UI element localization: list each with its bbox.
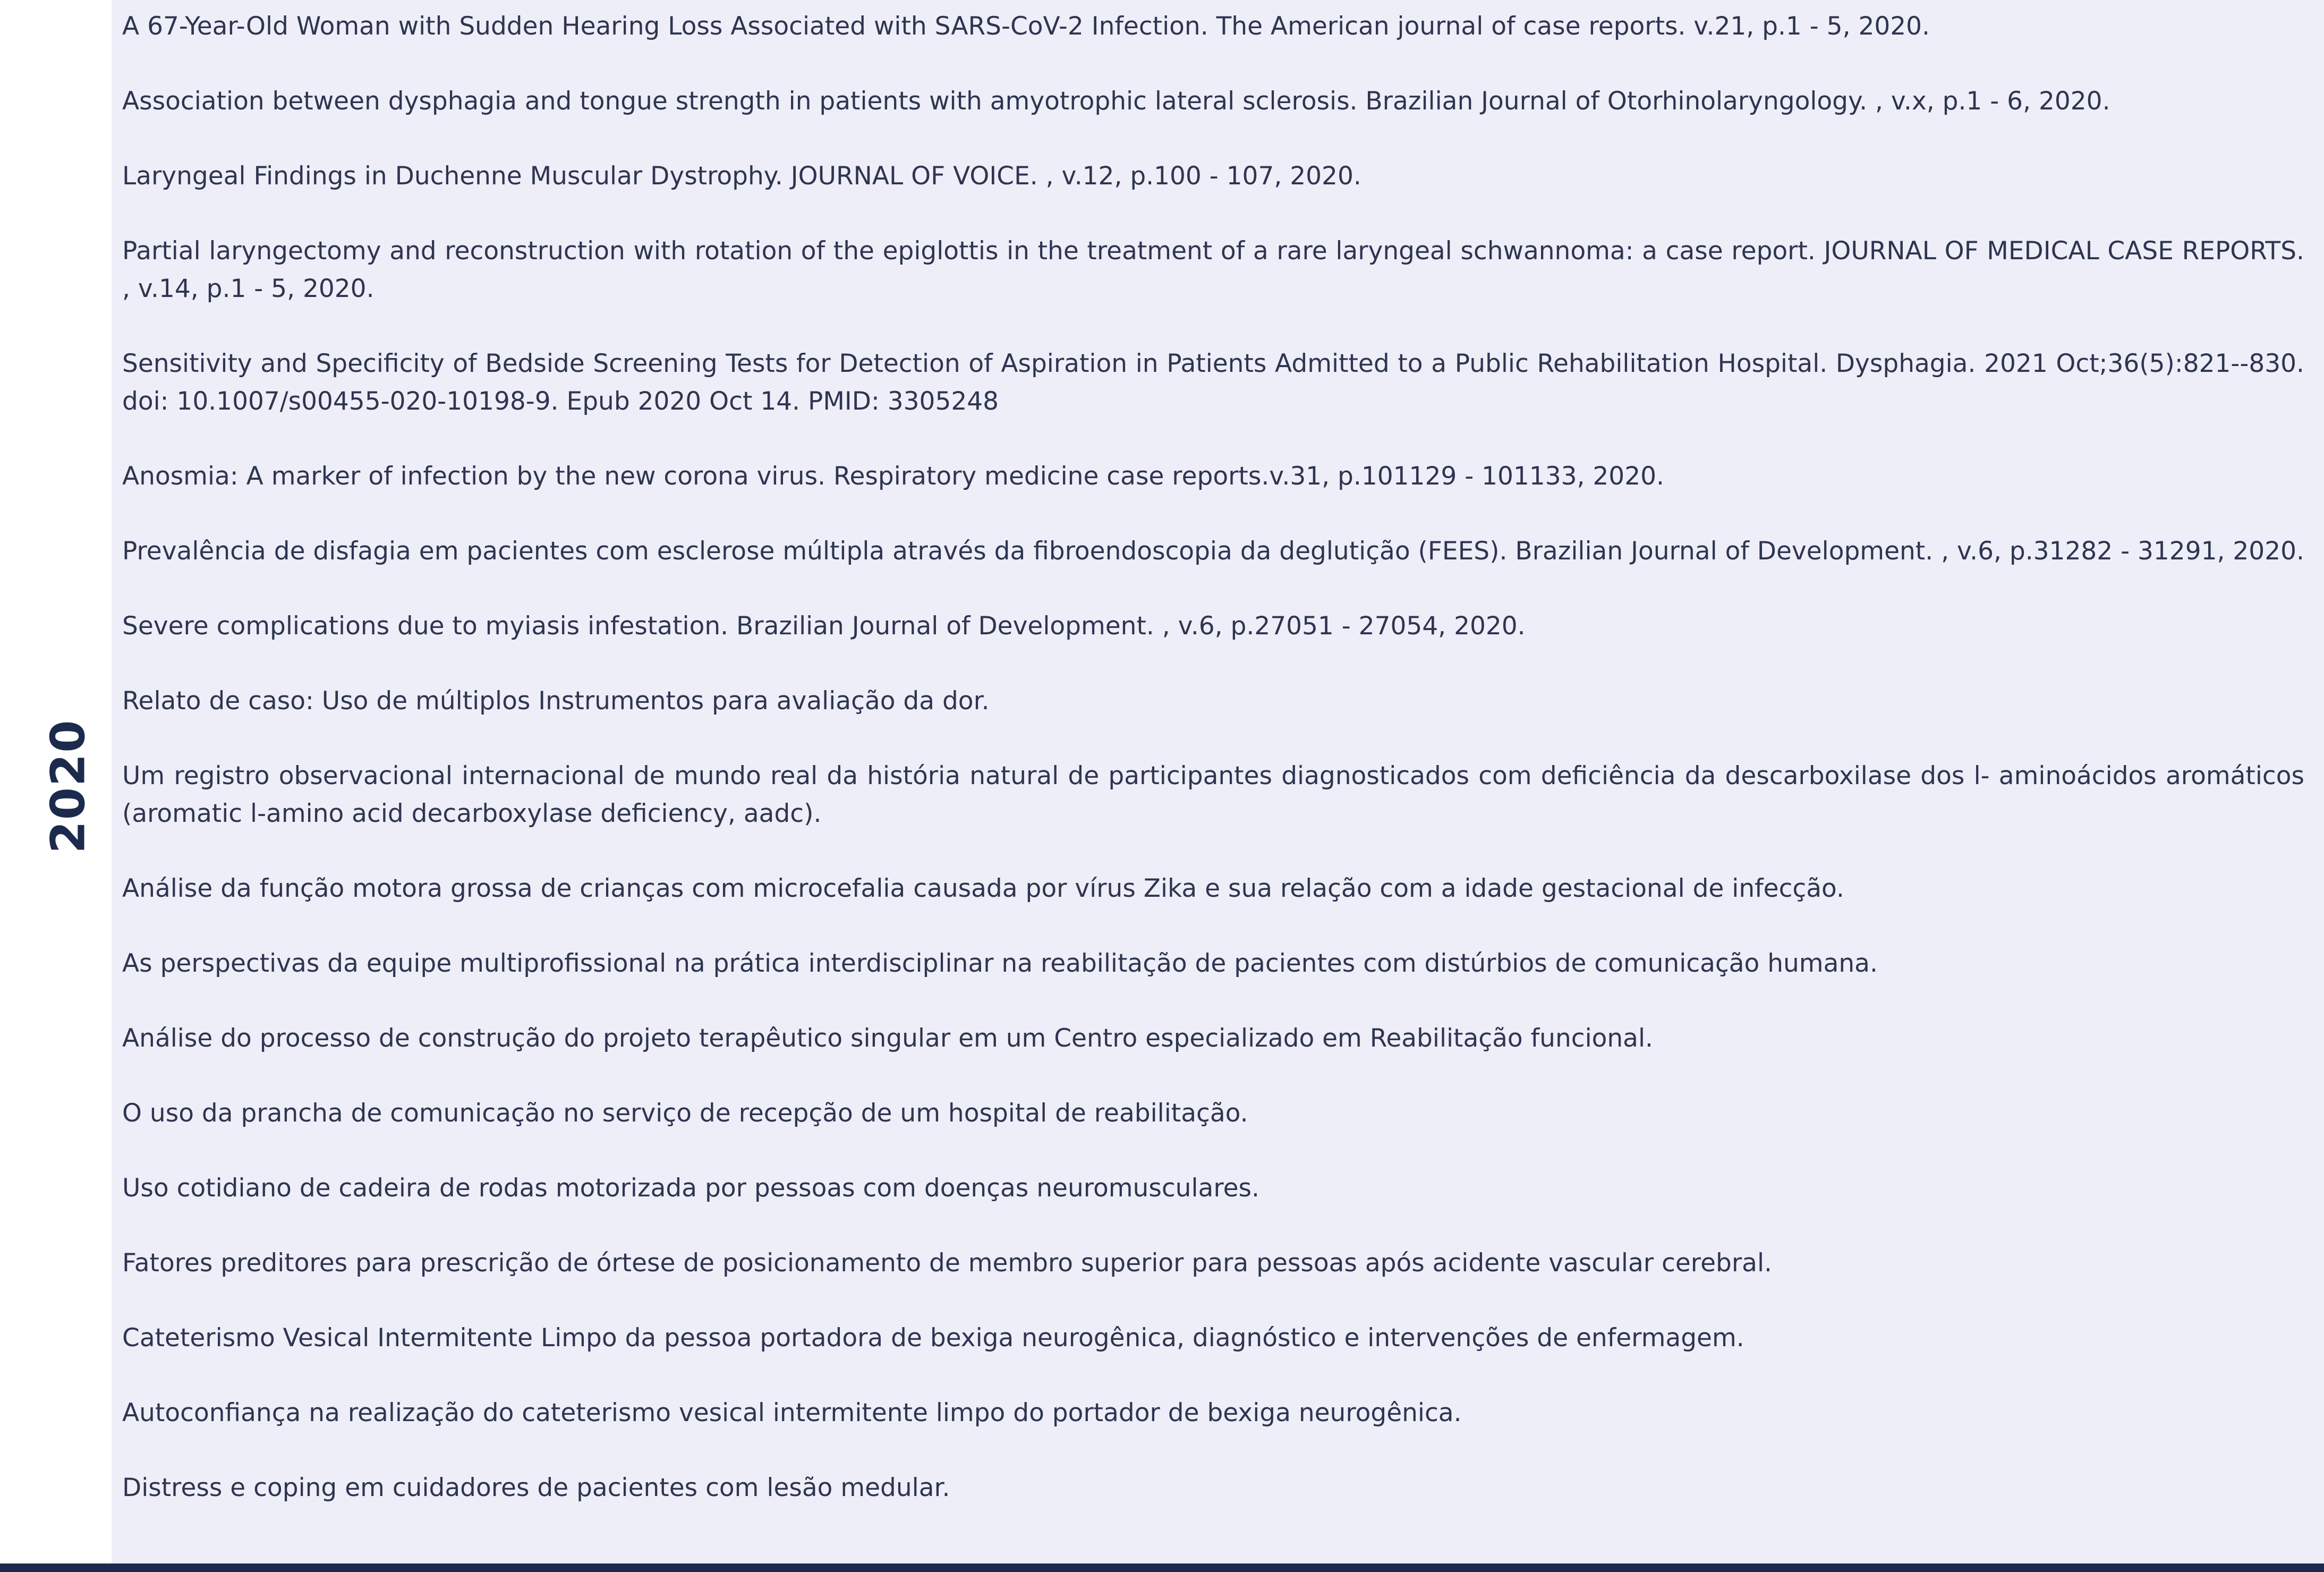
publication-entry: Relato de caso: Uso de múltiplos Instrumentos para avaliação da dor. (122, 686, 990, 716)
bottom-divider (0, 1563, 2324, 1572)
publication-entry: Análise da função motora grossa de crianças com microcefalia causada por vírus Zika e sua relação com a idade gestacional de infecção. (122, 874, 1844, 903)
publication-entry: Prevalência de disfagia em pacientes com esclerose múltipla através da fibroendoscopia da deglutição (FEES). Brazilian Journal of Development. , v.6, p.31282 - 31291, 2020. (122, 537, 2304, 566)
publication-entry: Sensitivity and Specificity of Bedside Screening Tests for Detection of Aspiration in Patients Admitted to a Public Rehabilitation Hospital. Dysphagia. 2021 Oct;36(5):821--830. doi: 10.1007/s00455-020-10198-9. Epub 2020 Oct 14. PMID: 3305248 (122, 349, 2304, 416)
publications-panel (112, 0, 2324, 1563)
publication-entry: Fatores preditores para prescrição de órtese de posicionamento de membro superior para pessoas após acidente vascular cerebral. (122, 1248, 1772, 1278)
publication-entry: Cateterismo Vesical Intermitente Limpo da pessoa portadora de bexiga neurogênica, diagnóstico e intervenções de enfermagem. (122, 1323, 1744, 1353)
publication-entry: Autoconfiança na realização do cateterismo vesical intermitente limpo do portador de bexiga neurogênica. (122, 1398, 1462, 1427)
publication-entry: O uso da prancha de comunicação no serviço de recepção de um hospital de reabilitação. (122, 1099, 1248, 1128)
publication-entry: Severe complications due to myiasis infestation. Brazilian Journal of Development. , v.6, p.27051 - 27054, 2020. (122, 611, 1526, 641)
publication-list (122, 7, 2304, 1507)
publication-entry: Distress e coping em cuidadores de pacientes com lesão medular. (122, 1473, 950, 1502)
year-column (0, 0, 112, 1563)
publication-entry: Anosmia: A marker of infection by the new corona virus. Respiratory medicine case reports.v.31, p.101129 - 101133, 2020. (122, 462, 1664, 491)
publication-entry: Laryngeal Findings in Duchenne Muscular Dystrophy. JOURNAL OF VOICE. , v.12, p.100 - 107, 2020. (122, 162, 1361, 191)
publication-entry: Análise do processo de construção do projeto terapêutico singular em um Centro especializado em Reabilitação funcional. (122, 1024, 1653, 1053)
publication-entry: Uso cotidiano de cadeira de rodas motorizada por pessoas com doenças neuromusculares. (122, 1174, 1259, 1203)
year-label: 2020 (40, 719, 96, 854)
publication-entry: Partial laryngectomy and reconstruction with rotation of the epiglottis in the treatment of a rare laryngeal schwannoma: a case report. JOURNAL OF MEDICAL CASE REPORTS. , v.14, p.1 - 5, 2020. (122, 236, 2304, 303)
publication-entry: Association between dysphagia and tongue strength in patients with amyotrophic lateral sclerosis. Brazilian Journal of Otorhinolaryngology. , v.x, p.1 - 6, 2020. (122, 87, 2110, 116)
publication-entry: As perspectivas da equipe multiprofissional na prática interdisciplinar na reabilitação de pacientes com distúrbios de comunicação humana. (122, 949, 1878, 978)
publication-entry: A 67-Year-Old Woman with Sudden Hearing Loss Associated with SARS-CoV-2 Infection. The American journal of case reports. v.21, p.1 - 5, 2020. (122, 12, 1930, 41)
publication-entry: Um registro observacional internacional de mundo real da história natural de participantes diagnosticados com deficiência da descarboxilase dos l- aminoácidos aromáticos (aromatic l-amino acid decarboxylase deficiency, aadc). (122, 761, 2304, 828)
